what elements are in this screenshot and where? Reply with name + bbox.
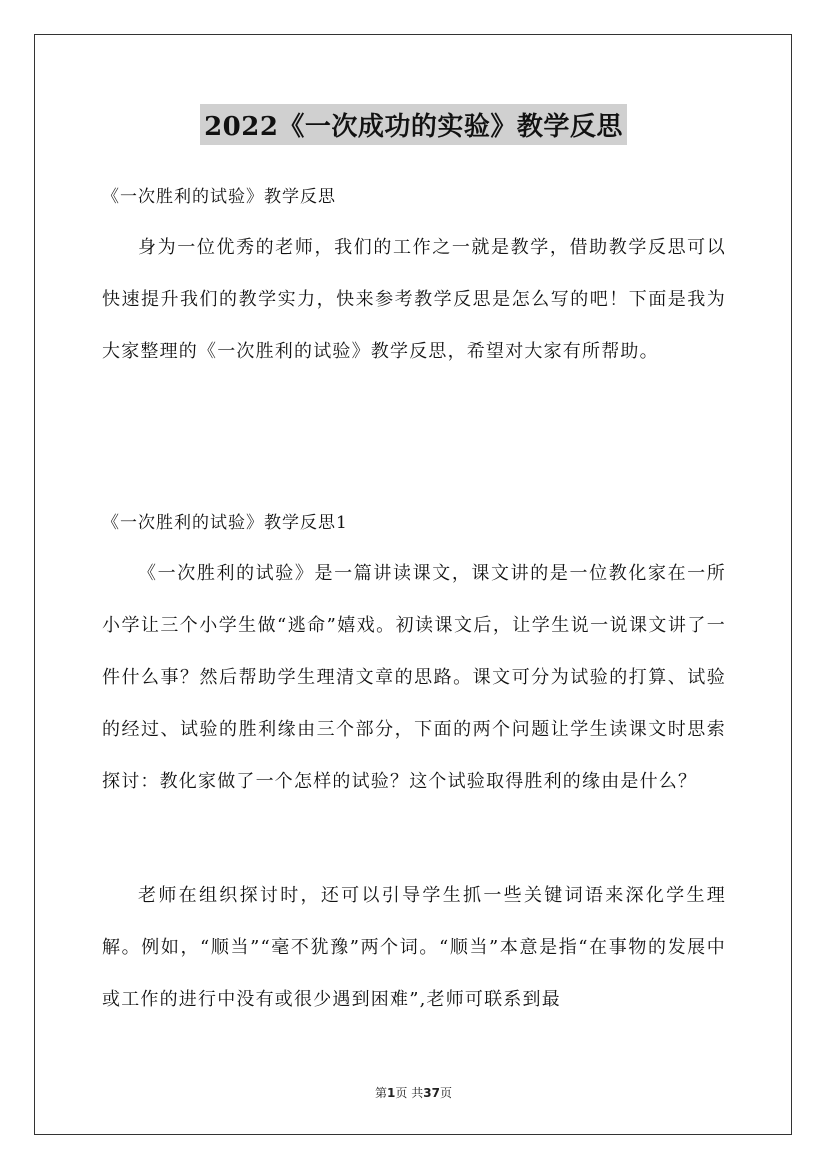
document-title: 2022《一次成功的实验》教学反思	[200, 104, 627, 145]
page-current: 1	[387, 1086, 396, 1100]
page-suffix: 页	[439, 1086, 452, 1100]
intro-paragraph: 身为一位优秀的老师，我们的工作之一就是教学，借助教学反思可以快速提升我们的教学实力，快来参考教学反思是怎么写的吧！下面是我为大家整理的《一次胜利的试验》教学反思，希望对大家有所帮助。	[102, 237, 726, 362]
body-paragraph-2: 老师在组织探讨时，还可以引导学生抓一些关键词语来深化学生理解。例如，“顺当”“毫不犹豫”两个词。“顺当”本意是指“在事物的发展中或工作的进行中没有或很少遇到困难”,老师可联系到最	[102, 885, 726, 1010]
page-prefix: 第	[375, 1086, 388, 1100]
page-footer	[0, 1084, 827, 1101]
page-mid: 页 共	[395, 1086, 424, 1100]
subheading: 《一次胜利的试验》教学反思	[102, 187, 336, 207]
body-paragraph-1: 《一次胜利的试验》是一篇讲读课文，课文讲的是一位教化家在一所小学让三个小学生做“逃命”嬉戏。初读课文后，让学生说一说课文讲了一件什么事？然后帮助学生理清文章的思路。课文可分为试验的打算、试验的经过、试验的胜利缘由三个部分，下面的两个问题让学生读课文时思索探讨：教化家做了一个怎样的试验？这个试验取得胜利的缘由是什么？	[102, 563, 726, 792]
page-total: 37	[423, 1086, 440, 1100]
section-heading: 《一次胜利的试验》教学反思1	[102, 513, 348, 533]
title-container	[0, 104, 827, 145]
